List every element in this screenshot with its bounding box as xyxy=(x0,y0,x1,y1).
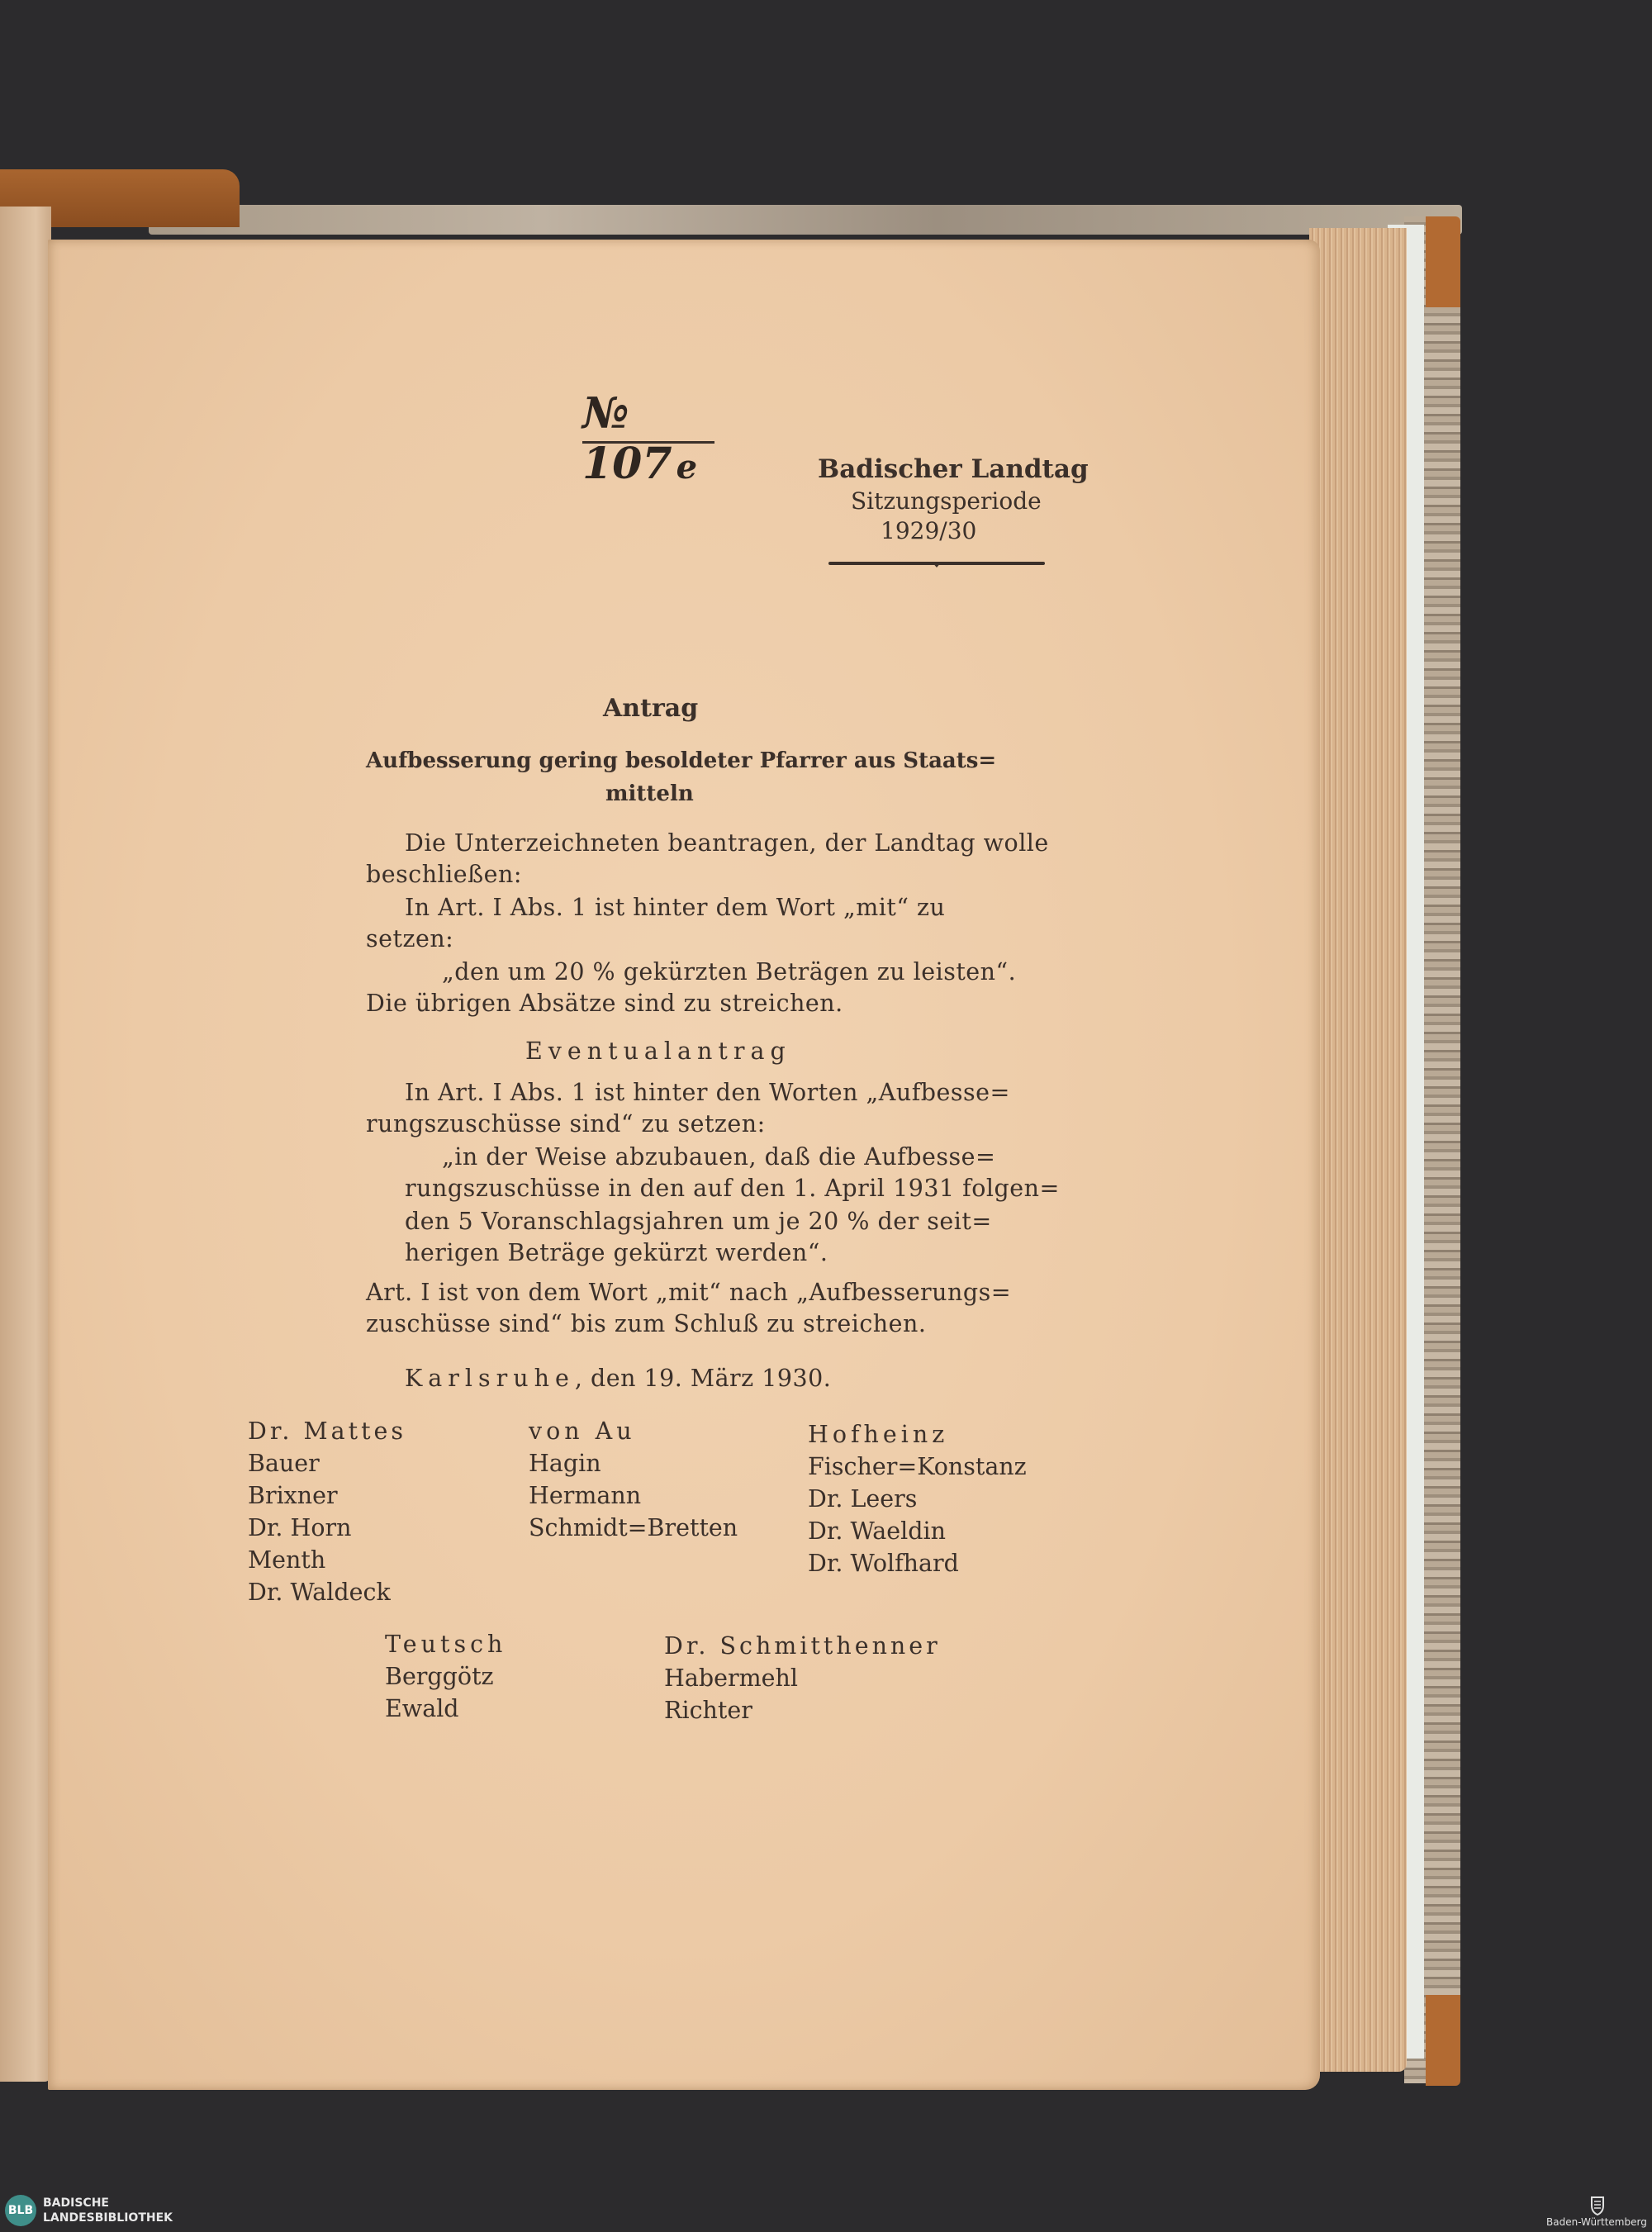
book-board-top xyxy=(149,205,1462,235)
coat-of-arms-icon xyxy=(1586,2194,1609,2215)
library-badge[interactable]: BLB xyxy=(5,2195,36,2226)
eventual-line-1: In Art. I Abs. 1 ist hinter den Worten „Aufbesse= xyxy=(405,1079,1010,1106)
header-rule xyxy=(828,562,1045,565)
library-name-line-1: BADISCHE xyxy=(43,2196,109,2210)
signature: Habermehl xyxy=(664,1665,798,1692)
signature: Dr. Mattes xyxy=(248,1418,407,1445)
header-title: Badischer Landtag xyxy=(818,454,1089,484)
signature: Dr. Leers xyxy=(808,1485,918,1513)
subject-line-2: mitteln xyxy=(605,781,694,806)
body-line-1: Die Unterzeichneten beantragen, der Landtag wolle xyxy=(405,829,1049,857)
signature: Hermann xyxy=(529,1482,642,1509)
eventual-line-4: rungszuschüsse in den auf den 1. April 1931 folgen= xyxy=(405,1175,1060,1202)
eventual-line-2: rungszuschüsse sind“ zu setzen: xyxy=(366,1110,766,1137)
body-line-6: Die übrigen Absätze sind zu streichen. xyxy=(366,990,843,1017)
date: , den 19. März 1930. xyxy=(574,1365,832,1392)
state-label: Baden-Württemberg xyxy=(1546,2216,1647,2228)
signature: Dr. Wolfhard xyxy=(808,1550,959,1577)
body-line-2: beschließen: xyxy=(366,861,523,888)
subject-line-1: Aufbesserung gering besoldeter Pfarrer aus Staats= xyxy=(366,748,997,773)
signature: Dr. Waeldin xyxy=(808,1517,946,1545)
signature: Menth xyxy=(248,1546,326,1574)
eventual-heading: Eventualantrag xyxy=(525,1038,791,1065)
signature: Dr. Horn xyxy=(248,1514,352,1541)
signature: Bauer xyxy=(248,1450,320,1477)
signature: Dr. Waldeck xyxy=(248,1579,391,1606)
body-line-4: setzen: xyxy=(366,925,454,952)
signature: Berggötz xyxy=(385,1663,494,1690)
number-suffix: e xyxy=(676,448,698,487)
eventual-line-6: herigen Beträge gekürzt werden“. xyxy=(405,1239,828,1266)
signature: Ewald xyxy=(385,1695,459,1722)
signature: von Au xyxy=(529,1418,636,1445)
number-value: 107 xyxy=(582,439,672,489)
library-name[interactable] xyxy=(43,2196,173,2225)
document-heading: Antrag xyxy=(603,694,699,723)
book-corner-top xyxy=(1426,216,1460,307)
number-prefix: № xyxy=(582,388,629,439)
eventual-line-7: Art. I ist von dem Wort „mit“ nach „Aufbesserungs= xyxy=(366,1279,1012,1306)
page-edges xyxy=(1309,228,1407,2072)
eventual-line-3: „in der Weise abzubauen, daß die Aufbesse= xyxy=(442,1143,996,1171)
signature: Hofheinz xyxy=(808,1421,949,1448)
signature: Hagin xyxy=(529,1450,601,1477)
signature: Dr. Schmitthenner xyxy=(664,1632,941,1660)
place-date xyxy=(405,1365,831,1392)
body-line-5: „den um 20 % gekürzten Beträgen zu leisten“. xyxy=(442,958,1017,985)
body-line-3: In Art. I Abs. 1 ist hinter dem Wort „mit“ zu xyxy=(405,894,946,921)
signature: Teutsch xyxy=(385,1631,507,1658)
footer-bar xyxy=(0,2191,1652,2232)
book-corner-bottom xyxy=(1426,1995,1460,2086)
signature: Richter xyxy=(664,1697,752,1724)
library-name-line-2: LANDESBIBLIOTHEK xyxy=(43,2211,173,2225)
document-number xyxy=(582,388,714,489)
signature: Schmidt=Bretten xyxy=(529,1514,738,1541)
place: Karlsruhe xyxy=(405,1365,575,1392)
eventual-line-5: den 5 Voranschlagsjahren um je 20 % der seit= xyxy=(405,1208,992,1235)
signature: Brixner xyxy=(248,1482,338,1509)
header-subtitle: Sitzungsperiode xyxy=(851,487,1042,515)
eventual-line-8: zuschüsse sind“ bis zum Schluß zu streichen. xyxy=(366,1310,927,1337)
header-period: 1929/30 xyxy=(881,517,977,544)
left-page-edge xyxy=(0,207,51,2082)
signature: Fischer=Konstanz xyxy=(808,1453,1027,1480)
